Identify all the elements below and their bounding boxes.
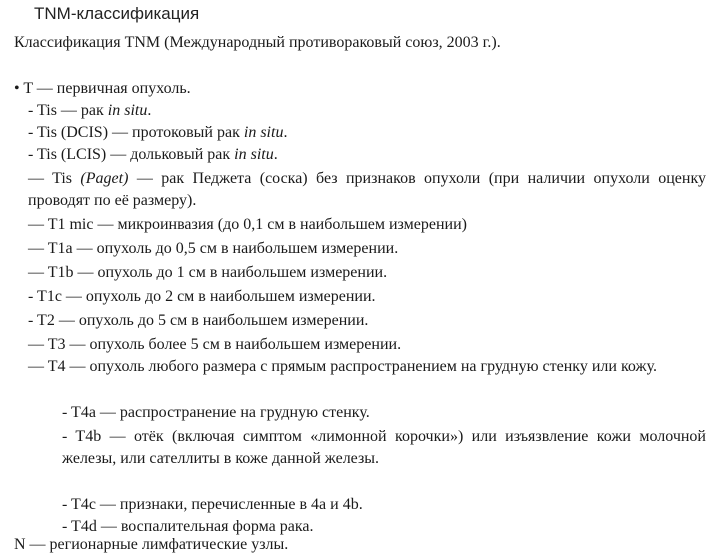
list-item-t1a: — T1a — опухоль до 0,5 см в наибольшем измерении.: [28, 240, 399, 257]
list-item-t2: - T2 — опухоль до 5 см в наибольшем измерении.: [28, 312, 369, 329]
list-item-t1mic: — T1 mic — микроинвазия (до 0,1 см в наибольшем измерении): [28, 216, 467, 233]
list-item-t1b: — T1b — опухоль до 1 см в наибольшем измерении.: [28, 264, 388, 281]
page-title: TNM-классификация: [34, 4, 200, 23]
cutoff-line: N — регионарные лимфатические узлы.: [14, 536, 289, 553]
sublist-item-t4b: - T4b — отёк (включая симптом «лимонной корочки») или изъязвление кожи молочной железы, или сателлиты в коже данной железы.: [62, 428, 706, 467]
list-item-tis-dcis: - Tis (DCIS) — протоковый рак in situ.: [28, 124, 288, 141]
intro-paragraph: Классификация TNM (Международный противораковый союз, 2003 г.).: [14, 34, 501, 51]
list-item-tis-paget: — Tis (Paget) — рак Педжета (соска) без признаков опухоли (при наличии опухоли оценку проводят по её размеру).: [28, 170, 707, 209]
list-item-tis-lcis: - Tis (LCIS) — дольковый рак in situ.: [28, 146, 278, 163]
list-item-t4: — T4 — опухоль любого размера с прямым распространением на грудную стенку или кожу.: [28, 358, 657, 375]
list-item-t3: — T3 — опухоль более 5 см в наибольшем измерении.: [28, 336, 402, 353]
sublist-item-t4d: - T4d — воспалительная форма рака.: [62, 518, 314, 535]
sublist-item-t4a: - T4a — распространение на грудную стенку.: [62, 404, 370, 421]
list-item-tis: - Tis — рак in situ.: [28, 102, 152, 119]
sublist-item-t4c: - T4c — признаки, перечисленные в 4a и 4b.: [62, 496, 363, 513]
t-category-header: • T — первичная опухоль.: [14, 80, 191, 97]
list-item-t1c: - T1c — опухоль до 2 см в наибольшем измерении.: [28, 288, 376, 305]
